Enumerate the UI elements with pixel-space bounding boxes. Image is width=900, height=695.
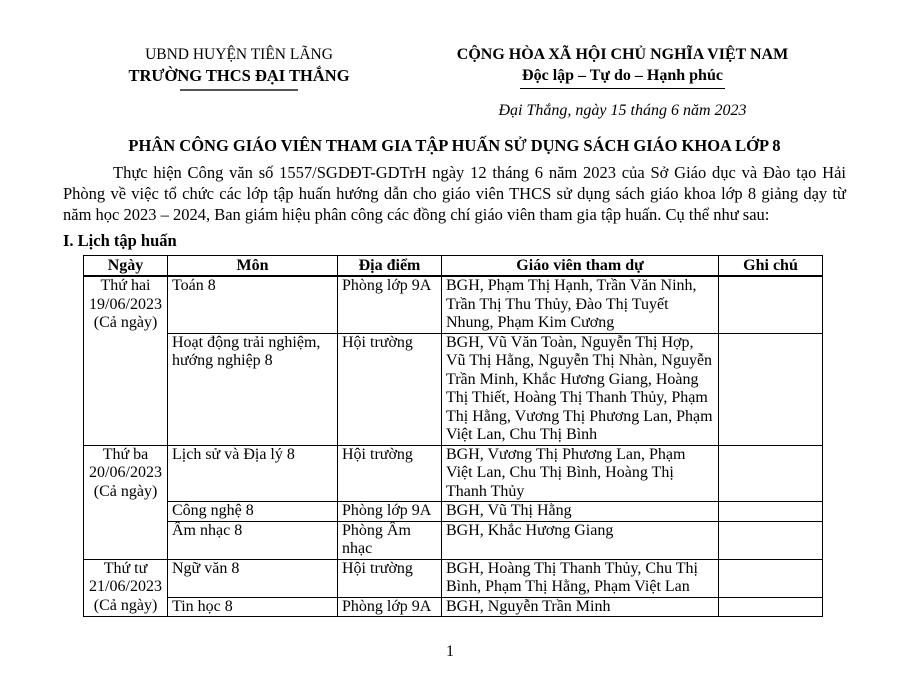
table-row — [84, 276, 823, 333]
national-motto — [415, 65, 830, 89]
subject-cell: Toán 8 — [168, 276, 338, 333]
day-line: (Cả ngày) — [93, 596, 158, 614]
subject-cell: Hoạt động trải nghiệm, hướng nghiệp 8 — [168, 333, 338, 445]
day-line: 21/06/2023 — [89, 578, 162, 595]
day-line: Thứ ba — [102, 445, 149, 463]
teachers-cell: BGH, Khắc Hương Giang — [442, 521, 719, 559]
teachers-cell: BGH, Vương Thị Phương Lan, Phạm Việt Lan, Chu Thị Bình, Hoàng Thị Thanh Thủy — [442, 445, 719, 502]
table-row — [84, 597, 823, 617]
subject-cell: Công nghệ 8 — [168, 502, 338, 522]
national-header-block — [415, 44, 846, 121]
location-cell: Hội trường — [338, 333, 442, 445]
note-cell — [719, 502, 823, 522]
national-motto-text: Độc lập – Tự do – Hạnh phúc — [520, 65, 725, 89]
note-cell — [719, 559, 823, 597]
intro-paragraph: Thực hiện Công văn số 1557/SGDĐT-GDTrH ngày 12 tháng 6 năm 2023 của Sở Giáo dục và Đào tạo Hải Phòng về việc tổ chức các lớp tập huấn hướng dẫn cho giáo viên THCS sử dụng sách giáo khoa lớp 8 giảng dạy từ năm học 2023 – 2024, Ban giám hiệu phân công các đồng chí giáo viên tham gia tập huấn. Cụ thể như sau: — [63, 163, 846, 224]
table-row — [84, 559, 823, 597]
subject-cell: Ngữ văn 8 — [168, 559, 338, 597]
table-row — [84, 502, 823, 522]
issuer-block — [63, 44, 415, 91]
note-cell — [719, 597, 823, 617]
note-cell — [719, 521, 823, 559]
teachers-cell: BGH, Phạm Thị Hạnh, Trần Văn Ninh, Trần Thị Thu Thủy, Đào Thị Tuyết Nhung, Phạm Kim Cương — [442, 276, 719, 333]
day-cell — [84, 559, 168, 617]
location-cell: Phòng Âm nhạc — [338, 521, 442, 559]
day-line: (Cả ngày) — [93, 314, 158, 331]
teachers-cell: BGH, Vũ Thị Hằng — [442, 502, 719, 522]
location-cell: Phòng lớp 9A — [338, 276, 442, 333]
day-line: 20/06/2023 — [89, 464, 162, 481]
issuer-district: UBND HUYỆN TIÊN LÃNG — [145, 46, 333, 63]
subject-cell: Tin học 8 — [168, 597, 338, 617]
document-title: PHÂN CÔNG GIÁO VIÊN THAM GIA TẬP HUẤN SỬ DỤNG SÁCH GIÁO KHOA LỚP 8 — [128, 136, 781, 155]
teachers-cell: BGH, Hoàng Thị Thanh Thủy, Chu Thị Bình, Phạm Thị Hằng, Phạm Việt Lan — [442, 559, 719, 597]
day-line: Thứ tư — [103, 559, 148, 577]
column-header-teachers: Giáo viên tham dự — [442, 256, 719, 277]
page-number: 1 — [446, 643, 454, 660]
day-line: (Cả ngày) — [93, 482, 158, 500]
place-and-date-line: Đại Thắng, ngày 15 tháng 6 năm 2023 — [498, 102, 747, 119]
national-title: CỘNG HÒA XÃ HỘI CHỦ NGHĨA VIỆT NAM — [456, 46, 789, 63]
table-header-row — [84, 256, 823, 277]
note-cell — [719, 276, 823, 333]
schedule-table — [83, 255, 823, 617]
day-line: 19/06/2023 — [89, 295, 162, 313]
subject-cell: Âm nhạc 8 — [168, 521, 338, 559]
document-header — [63, 44, 846, 121]
table-row — [84, 445, 823, 502]
issuer-school-name: TRƯỜNG THCS ĐẠI THẮNG — [128, 66, 350, 85]
note-cell — [719, 333, 823, 445]
table-row — [84, 333, 823, 445]
column-header-location: Địa điểm — [338, 256, 442, 277]
column-header-subject: Môn — [168, 256, 338, 277]
day-cell — [84, 276, 168, 445]
issuer-divider-line — [180, 89, 298, 91]
teachers-cell: BGH, Nguyễn Trần Minh — [442, 597, 719, 617]
teachers-cell: BGH, Vũ Văn Toàn, Nguyễn Thị Hợp, Vũ Thị Hằng, Nguyễn Thị Nhàn, Nguyễn Trần Minh, Khắc Hương Giang, Hoàng Thị Thiết, Hoàng Thị Thanh Thủy, Phạm Thị Hằng, Vương Thị Phương Lan, Phạm Việt Lan, Chu Thị Bình — [442, 333, 719, 445]
note-cell — [719, 445, 823, 502]
location-cell: Phòng lớp 9A — [338, 597, 442, 617]
section-heading: I. Lịch tập huấn — [63, 231, 177, 250]
location-cell: Phòng lớp 9A — [338, 502, 442, 522]
location-cell: Hội trường — [338, 445, 442, 502]
day-cell — [84, 445, 168, 559]
column-header-note: Ghi chú — [719, 256, 823, 277]
table-row — [84, 521, 823, 559]
day-line: Thứ hai — [100, 277, 151, 294]
location-cell: Hội trường — [338, 559, 442, 597]
subject-cell: Lịch sử và Địa lý 8 — [168, 445, 338, 502]
column-header-day: Ngày — [84, 256, 168, 277]
